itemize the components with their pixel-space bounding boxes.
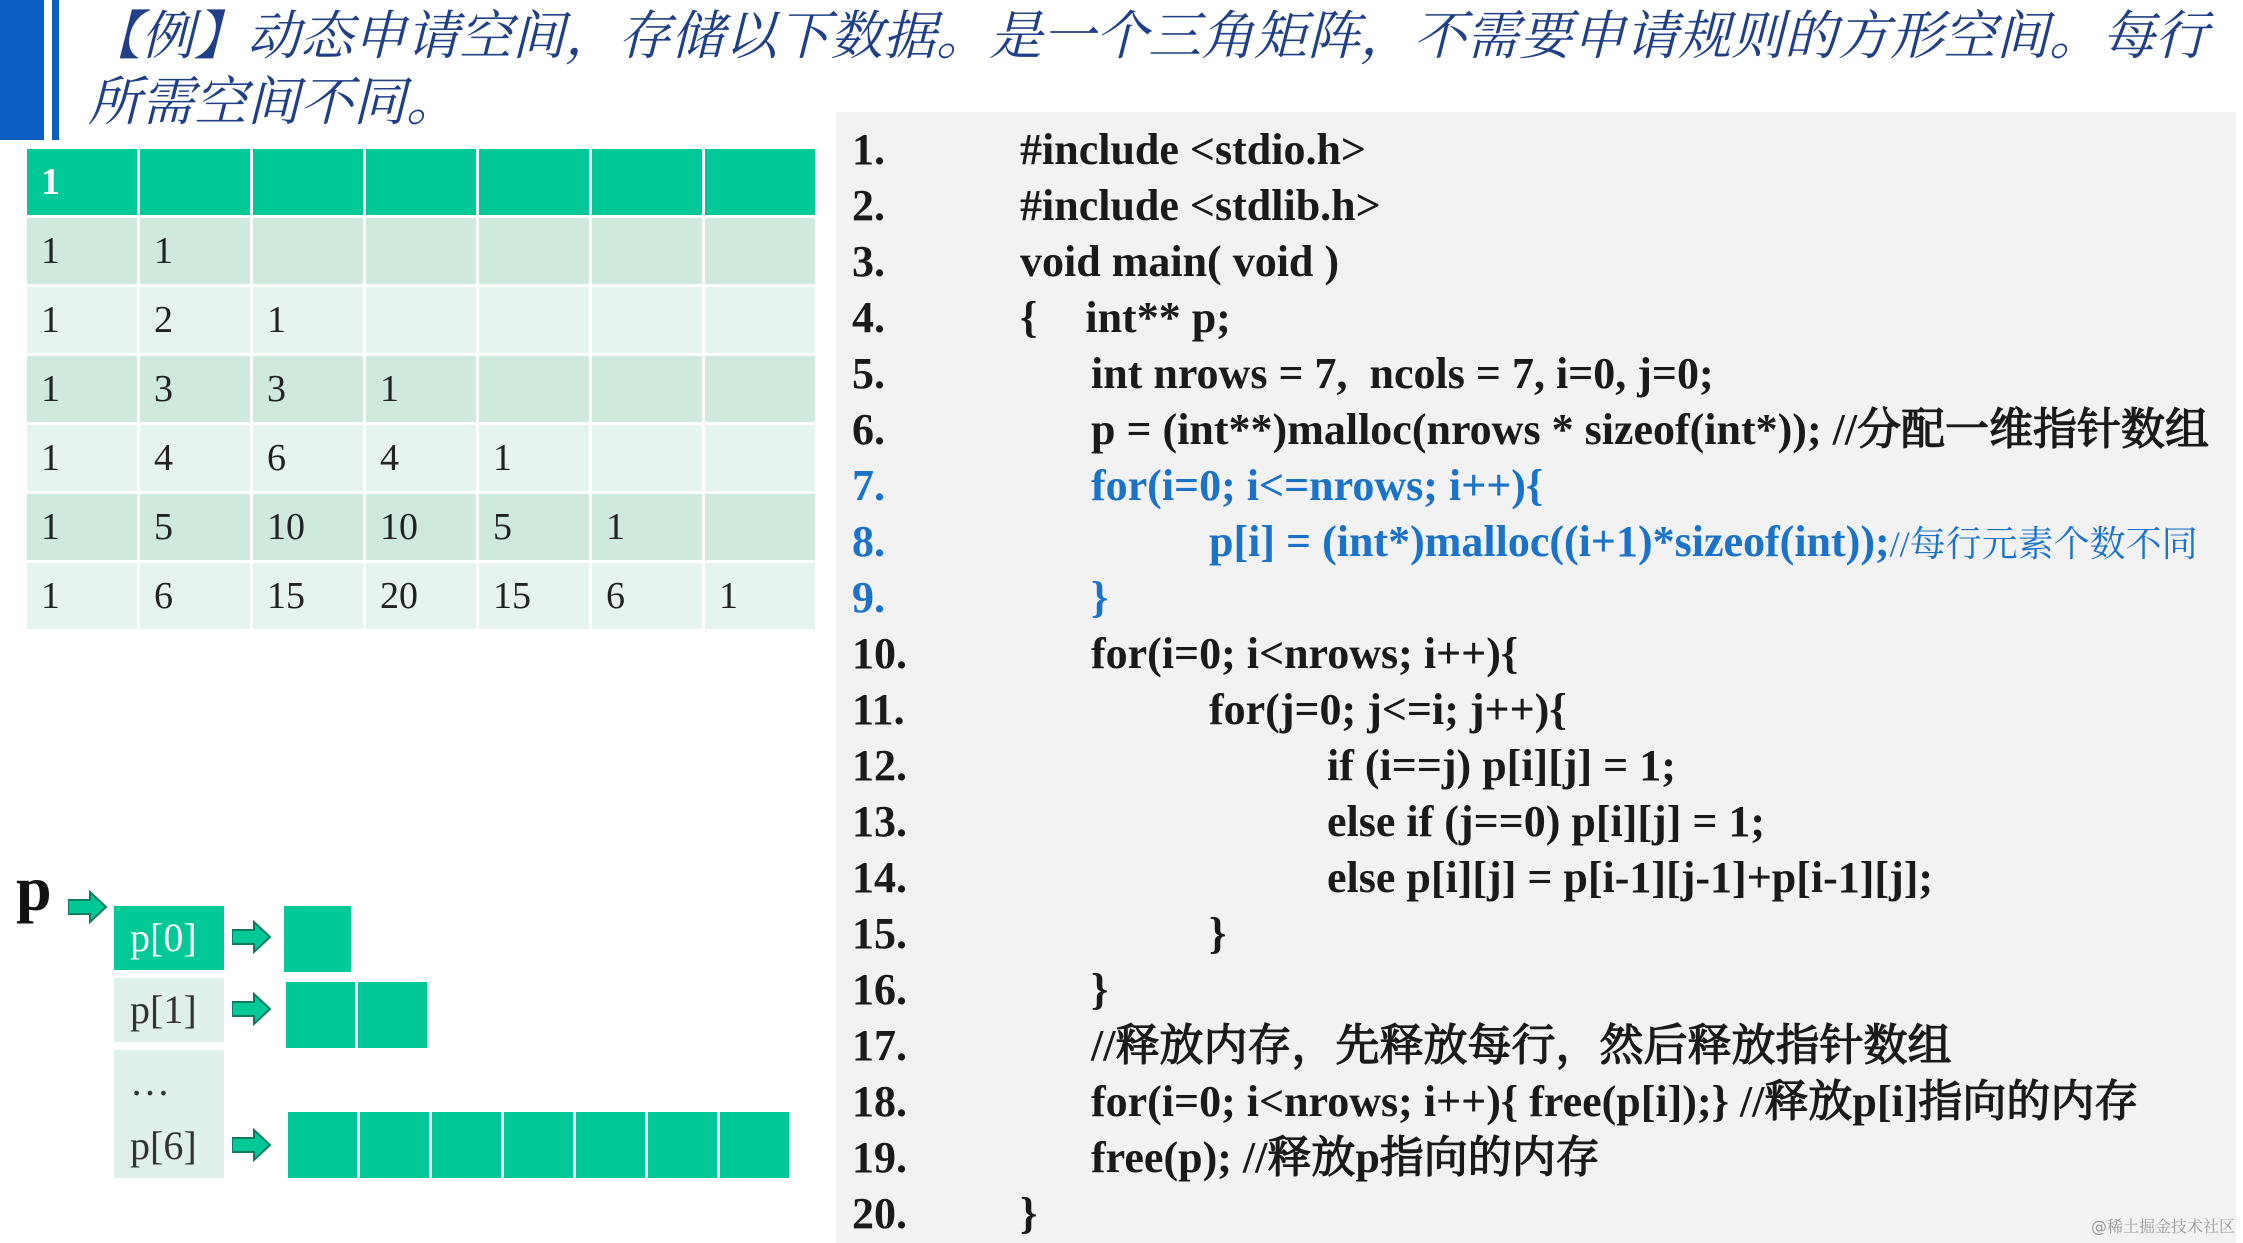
table-cell	[705, 494, 815, 560]
table-cell	[253, 149, 363, 215]
table-cell: 6	[140, 563, 250, 629]
memory-block	[360, 1112, 432, 1178]
line-number: 4.	[852, 293, 885, 342]
table-cell	[592, 218, 702, 284]
code-text: for(i=0; i<=nrows; i++){	[1091, 461, 1544, 510]
line-number: 12.	[852, 741, 907, 790]
table-row	[27, 425, 815, 491]
memory-block	[648, 1112, 720, 1178]
table-cell: 10	[253, 494, 363, 560]
line-number: 11.	[852, 685, 905, 734]
code-text: for(j=0; j<=i; j++){	[1209, 685, 1567, 734]
code-text: free(p); //释放p指向的内存	[1091, 1133, 1600, 1182]
table-cell	[479, 287, 589, 353]
table-cell: 1	[27, 356, 137, 422]
table-row	[27, 494, 815, 560]
table-cell: 15	[253, 563, 363, 629]
code-text: else if (j==0) p[i][j] = 1;	[1327, 797, 1766, 846]
table-row	[27, 218, 815, 284]
code-comment: //每行元素个数不同	[1889, 524, 2198, 564]
code-text: //释放内存，先释放每行，然后释放指针数组	[1091, 1021, 1952, 1070]
code-text: }	[1091, 965, 1109, 1014]
memory-block	[504, 1112, 576, 1178]
table-cell	[705, 149, 815, 215]
line-number: 13.	[852, 797, 907, 846]
memory-block	[288, 1112, 360, 1178]
table-cell	[366, 149, 476, 215]
table-cell: 1	[592, 494, 702, 560]
code-line	[852, 122, 2242, 178]
table-row	[27, 149, 815, 215]
memory-block	[720, 1112, 792, 1178]
memory-block	[358, 982, 430, 1048]
watermark: @稀土掘金技术社区	[2090, 1217, 2235, 1236]
memory-block	[286, 982, 358, 1048]
table-cell	[253, 218, 363, 284]
line-number: 9.	[852, 573, 885, 622]
line-number: 2.	[852, 181, 885, 230]
table-cell	[479, 218, 589, 284]
table-cell: 1	[253, 287, 363, 353]
line-number: 14.	[852, 853, 907, 902]
code-line	[852, 1018, 2242, 1074]
code-line	[852, 1130, 2242, 1186]
table-cell: 1	[705, 563, 815, 629]
code-line	[852, 1186, 2242, 1242]
line-number: 17.	[852, 1021, 907, 1070]
slide-title: 【例】动态申请空间，存储以下数据。是一个三角矩阵，不需要申请规则的方形空间。每行所需空间不同。	[88, 6, 2208, 133]
table-cell	[479, 149, 589, 215]
code-line	[852, 682, 2242, 738]
code-line	[852, 234, 2242, 290]
table-cell: 5	[140, 494, 250, 560]
table-cell: 6	[592, 563, 702, 629]
line-number: 8.	[852, 517, 885, 566]
table-row	[27, 563, 815, 629]
pointer-cell: p[0]	[114, 906, 224, 970]
code-line	[852, 514, 2242, 570]
accent-bar-thin	[52, 0, 59, 140]
table-cell: 15	[479, 563, 589, 629]
line-number: 16.	[852, 965, 907, 1014]
line-number: 19.	[852, 1133, 907, 1182]
code-text: #include <stdlib.h>	[1020, 181, 1381, 230]
table-cell: 1	[140, 218, 250, 284]
line-number: 18.	[852, 1077, 907, 1126]
table-cell: 5	[479, 494, 589, 560]
table-cell: 1	[27, 494, 137, 560]
triangle-table	[24, 146, 818, 632]
line-number: 10.	[852, 629, 907, 678]
table-cell: 3	[253, 356, 363, 422]
table-cell	[705, 356, 815, 422]
table-cell: 6	[253, 425, 363, 491]
table-cell	[592, 287, 702, 353]
table-cell: 4	[366, 425, 476, 491]
table-cell: 1	[27, 425, 137, 491]
pointer-cell: p[6]	[114, 1114, 224, 1178]
table-cell	[366, 287, 476, 353]
code-text: int nrows = 7, ncols = 7, i=0, j=0;	[1091, 349, 1714, 398]
code-text: int** p;	[1085, 293, 1231, 342]
table-row	[27, 356, 815, 422]
arrow-right-icon	[68, 890, 108, 924]
line-number: 1.	[852, 125, 885, 174]
code-line	[852, 962, 2242, 1018]
pointer-cell: p[1]	[114, 978, 224, 1042]
line-number: 3.	[852, 237, 885, 286]
arrow-right-icon	[232, 1128, 272, 1162]
table-cell	[705, 287, 815, 353]
table-cell: 10	[366, 494, 476, 560]
code-line	[852, 906, 2242, 962]
code-text: void main( void )	[1020, 237, 1340, 286]
line-number: 15.	[852, 909, 907, 958]
table-row	[27, 287, 815, 353]
table-cell	[479, 356, 589, 422]
arrow-right-icon	[232, 992, 272, 1026]
code-text: }	[1209, 909, 1227, 958]
memory-block	[284, 906, 354, 972]
code-text: if (i==j) p[i][j] = 1;	[1327, 741, 1676, 790]
code-line	[852, 1074, 2242, 1130]
table-cell: 1	[479, 425, 589, 491]
table-cell	[592, 425, 702, 491]
table-cell	[366, 218, 476, 284]
arrow-right-icon	[232, 920, 272, 954]
code-text: p[i] = (int*)malloc((i+1)*sizeof(int));	[1209, 517, 1890, 566]
table-cell: 1	[27, 563, 137, 629]
code-line	[852, 178, 2242, 234]
pointer-cell: …	[114, 1050, 224, 1114]
table-cell: 1	[27, 287, 137, 353]
memory-block	[432, 1112, 504, 1178]
code-line	[852, 570, 2242, 626]
memory-block	[576, 1112, 648, 1178]
code-line	[852, 850, 2242, 906]
table-cell: 20	[366, 563, 476, 629]
line-number: 20.	[852, 1189, 907, 1238]
table-cell: 1	[27, 218, 137, 284]
table-cell: 1	[27, 149, 137, 215]
table-cell: 1	[366, 356, 476, 422]
code-text: for(i=0; i<nrows; i++){	[1091, 629, 1519, 678]
code-text: else p[i][j] = p[i-1][j-1]+p[i-1][j];	[1327, 853, 1934, 902]
code-line	[852, 402, 2242, 458]
code-text: }	[1091, 573, 1109, 622]
table-cell	[705, 425, 815, 491]
table-cell	[140, 149, 250, 215]
code-line	[852, 290, 2242, 346]
accent-bar	[0, 0, 44, 140]
code-text: #include <stdio.h>	[1020, 125, 1367, 174]
table-cell	[592, 149, 702, 215]
code-line	[852, 626, 2242, 682]
code-text: p = (int**)malloc(nrows * sizeof(int*)); //分配一维指针数组	[1091, 405, 2210, 454]
code-line	[852, 346, 2242, 402]
table-cell: 4	[140, 425, 250, 491]
code-text: for(i=0; i<nrows; i++){ free(p[i]);} //释放p[i]指向的内存	[1091, 1077, 2139, 1126]
table-cell	[592, 356, 702, 422]
line-number: 7.	[852, 461, 885, 510]
table-cell: 3	[140, 356, 250, 422]
code-text: {	[1020, 293, 1038, 342]
code-line	[852, 738, 2242, 794]
pointer-label: p	[16, 853, 52, 924]
code-text: }	[1020, 1189, 1038, 1238]
line-number: 6.	[852, 405, 885, 454]
code-line	[852, 458, 2242, 514]
line-number: 5.	[852, 349, 885, 398]
code-line	[852, 794, 2242, 850]
table-cell	[705, 218, 815, 284]
table-cell: 2	[140, 287, 250, 353]
